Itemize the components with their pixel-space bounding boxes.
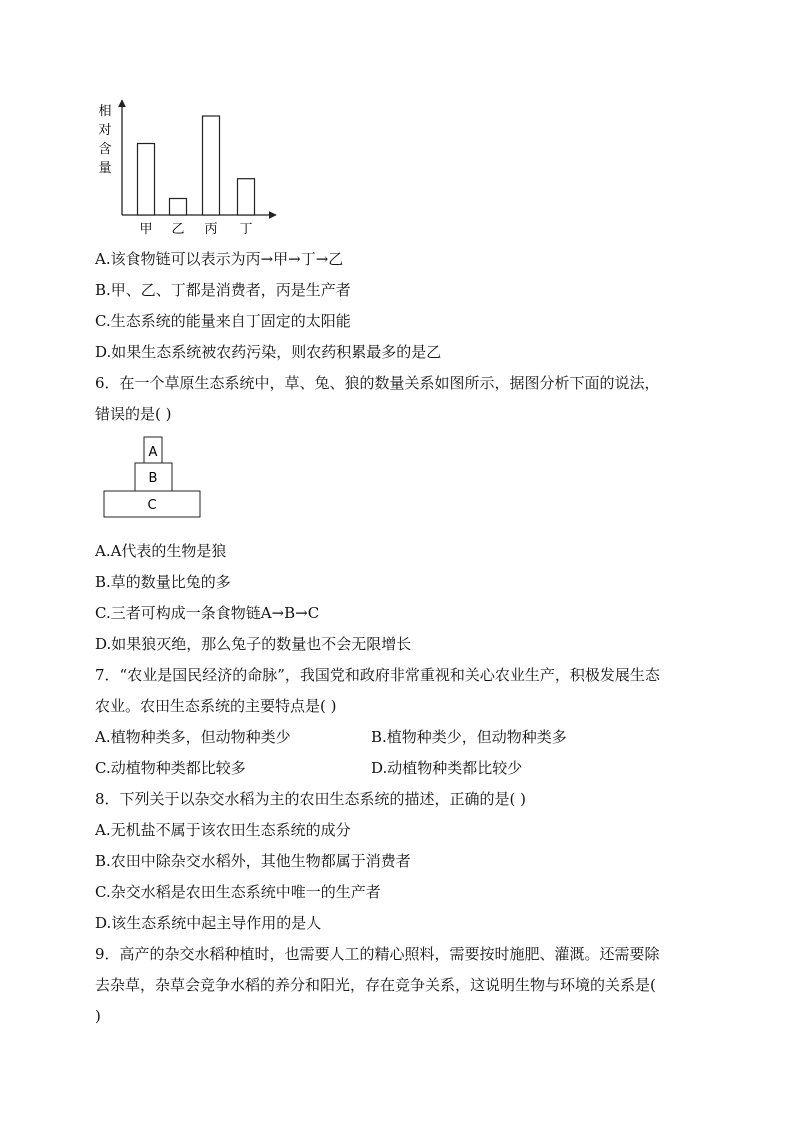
q5-option-d: D.如果生态系统被农药污染，则农药积累最多的是乙 [95,343,442,361]
q8-stem: 8．下列关于以杂交水稻为主的农田生态系统的描述，正确的是( ) [95,790,527,808]
q7-option-d: D.动植物种类都比较少 [371,759,523,777]
y-label-char-3: 含 [98,142,112,157]
pyramid-middle-label: B [148,471,158,486]
q7-option-b: B.植物种类少，但动物种类多 [371,728,567,746]
y-label-char-1: 相 [98,104,112,119]
y-axis-label [98,103,111,176]
y-label-char-4: 量 [98,161,112,176]
q9-stem-line2: 去杂草，杂草会竞争水稻的养分和阳光，存在竞争关系，这说明生物与环境的关系是( [95,976,656,994]
q7-option-a: A.植物种类多，但动物种类少 [95,728,291,746]
bar-2 [170,199,187,216]
q9-stem-line3: ) [95,1007,101,1025]
q7-stem-line2: 农业。农田生态系统的主要特点是( ) [95,697,337,715]
q8-option-d: D.该生态系统中起主导作用的是人 [95,914,322,932]
bar-chart [90,95,290,245]
q8-option-c: C.杂交水稻是农田生态系统中唯一的生产者 [95,883,381,901]
q9-stem-line1: 9．高产的杂交水稻种植时，也需要人工的精心照料，需要按时施肥、灌溉。还需要除 [95,945,660,963]
q6-option-b: B.草的数量比兔的多 [95,573,231,591]
x-tick-label-2: 乙 [171,222,185,237]
q6-option-d: D.如果狼灭绝，那么兔子的数量也不会无限增长 [95,635,412,653]
x-tick-label-3: 丙 [204,222,218,237]
pyramid-top-label: A [148,445,158,460]
q8-option-b: B.农田中除杂交水稻外，其他生物都属于消费者 [95,852,411,870]
q5-option-a: A.该食物链可以表示为丙→甲→丁→乙 [95,250,344,268]
q7-option-c: C.动植物种类都比较多 [95,759,246,777]
q6-option-c: C.三者可构成一条食物链A→B→C [95,604,320,622]
q6-option-a: A.A代表的生物是狼 [95,542,227,560]
x-tick-label-1: 甲 [139,222,153,237]
q8-option-a: A.无机盐不属于该农田生态系统的成分 [95,821,351,839]
q6-stem-line2: 错误的是( ) [95,405,172,423]
q7-stem-line1: 7．“农业是国民经济的命脉”，我国党和政府非常重视和关心农业生产，积极发展生态 [95,666,660,684]
pyramid-bottom-label: C [147,498,157,513]
q5-option-b: B.甲、乙、丁都是消费者，丙是生产者 [95,281,351,299]
q5-option-c: C.生态系统的能量来自丁固定的太阳能 [95,312,351,330]
pyramid-diagram [100,434,210,522]
q6-stem-line1: 6．在一个草原生态系统中，草、兔、狼的数量关系如图所示，据图分析下面的说法， [95,374,660,392]
bar-1 [138,144,155,216]
y-label-char-2: 对 [98,123,112,138]
bar-3 [203,116,220,215]
bar-4 [238,179,255,215]
x-tick-label-4: 丁 [239,222,253,237]
